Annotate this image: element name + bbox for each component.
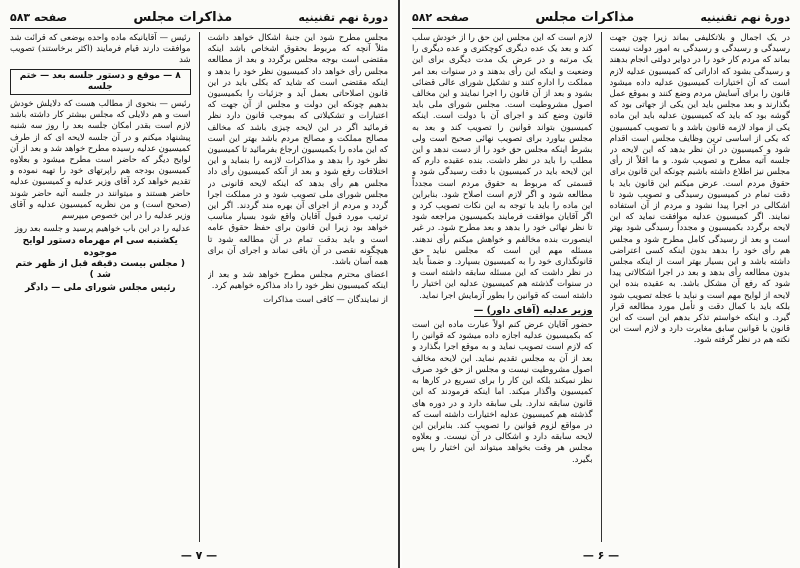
agenda-line: یکشنبه سی ام مهرماه دستور لوایح موجوده xyxy=(22,236,178,258)
page-header xyxy=(412,6,790,29)
paragraph: لازم است که این مجلس این حق را از خودش سلب کند و بعد یک عده دیگری کوچکتری و عده دیگری را یک مرتبه و در عرض یک مدت دیگری برای این وضعیت و اینکه این رأی بدهند و در سنوات بعد امر مملکت را اداره کنند و تشکیل شورای عالی قضائی بشود و بعد از آن قانون را اجرا نمایند و این مخالف اصول مشروطیت است. مجلس شورای ملی باید قانون وضع کند و اجرای آن با دولت است. اینکه کمیسیون بتواند قوانین را تصویب کند و بعد به مجلس بیاورد برای تصویب نهائی صحیح است ولی بشرط اینکه مجلس حق خود را از دست ندهد و این مطلب را باید در نظر داشت. بنده عقیده دارم که این لایحه باید در کمیسیون با دقت رسیدگی شود و قسمتی که مربوط به حقوق مردم است مجدداً مطالعه شود و اگر لازم است اصلاح شود. بنابراین این ماده را باید با توجه به این نکات تصویب کرد و اگر آقایان موافقت فرمایند بکمیسیون مراجعه شود تا نظر نهائی خود را بدهد و بعد مطرح شود. در غیر اینصورت بنده مخالفم و خواهش میکنم رأی ندهند. مسئله مهم این است که مجلس نباید حق قانونگذاری خود را به کمیسیون بسپارد. و ضمناً باید در نظر داشت که این مسئله سابقه داشته است و در سنوات گذشته هم کمیسیون عدلیه این اختیار را داشته است که قوانین را بطور آزمایش اجرا نماید. xyxy=(412,32,593,300)
page-header xyxy=(10,6,388,29)
paragraph: عدلیه را در این باب خواهیم پرسید و جلسه بعد روز xyxy=(14,223,191,234)
signature-line: رئیس مجلس شورای ملی — دادگر xyxy=(24,283,176,294)
paragraph: حضور آقایان عرض کنم اولاً عبارت ماده این است که بکمیسیون عدلیه اجازه داده میشود که قوانین را که لازم است تصویب نماید و به موقع اجرا بگذارد و بعد از آن به مجلس تقدیم نماید. این لایحه مخالف اصول مشروطیت نیست و مجلس از حق خود صرف نظر نمیکند بلکه این کار را برای تسریع در کارها به کمیسیون واگذار میکند. اما اینکه فرمودند که این قانون سابقه ندارد. بلی سابقه دارد و در دوره های گذشته هم کمیسیون عدلیه اختیارات داشته است که در مواقع لزوم قوانین را تصویب کند. بنابراین این لایحه سابقه دارد و اشکالی در آن نیست. و بعلاوه مجلس هر وقت بخواهد میتواند این اختیار را پس بگیرد. xyxy=(412,319,593,464)
page-footer-number: — ۷ — xyxy=(180,549,218,562)
header-title: مذاکرات مجلس xyxy=(535,9,635,25)
header-period: دورهٔ نهم تقنینیه xyxy=(298,10,388,24)
header-page-number: صفحه ۵۸۳ xyxy=(10,10,68,24)
text-columns xyxy=(10,32,388,542)
text-columns xyxy=(412,32,790,542)
column-right xyxy=(610,32,791,542)
page-footer-number: — ۶ — xyxy=(582,549,620,562)
paragraph: در یک اجمال و بلاتکلیفی بماند زیرا چون جهت رسیدگی و رسیدگی و رسیدگی به امور دولت نیست بماند که مردم کار خود را در دوایر دولتی انجام بدهند و رسیدگی بشود که اداراتی که کمیسیون عدلیه لازم است که آن اختیارات کمیسیون عدلیه داده میشود قانون را برای آسایش مردم وضع کنند و بموقع عمل بگذارند و بعد مجلس باید این یکی از جهاتی بود که گوشه بود که باید که کمیسیون عدلیه باید این ماده یکی از مواد لازمه قانون باشد و با تصویب کمیسیون که یکی از اساسی ترین وظایف مجلس است اقدام شود و کمیسیون در آن نظر بدهد که این لایحه در جلسه آتیه مطرح و تصویب شود. و ما اقلاً از رأی مجلس نیز اطلاع داشته باشیم چونکه این قانون برای حقوق مردم است. عرض میکنم این قانون باید با دقت تمام در کمیسیون رسیدگی و تصویب شود تا اشکالی در اجرا پیدا نشود و مردم از آن استفاده نمایند. اگر کمیسیون عدلیه موافقت نماید که این لایحه برگردد بکمیسیون و مجدداً رسیدگی شود بهتر است و بعد از رسیدگی کامل مطرح شود و مجلس هم رأی خود را بدهد بدون اینکه کسی اعتراضی داشته باشد و این بسیار بهتر است از اینکه مجلس بدون مطالعه رأی بدهد و بعد در اجرا اشکالاتی پیدا شود که رفع آن مشکل باشد. به عقیده بنده این لایحه از لوایح مهم است و نباید با عجله تصویب شود بلکه باید با کمال دقت و تأمل مورد مطالعه قرار گیرد. و اینکه خواستم تذکر بدهم این است که این قانون با قوانین سابق مغایرت دارد و لازم است این نکته هم در نظر گرفته شود. xyxy=(609,32,790,345)
column-right xyxy=(208,32,389,542)
column-left xyxy=(412,32,593,542)
column-left xyxy=(10,32,191,542)
page-582 xyxy=(402,0,800,568)
column-divider xyxy=(601,32,602,542)
header-title: مذاکرات مجلس xyxy=(133,9,233,25)
paragraph: اعضای محترم مجلس مطرح خواهد شد و بعد از اینکه کمیسیون نظر خود را داد مذاکره خواهیم کرد. xyxy=(207,269,388,291)
speaker-paragraph: رئیس — آقایانیکه ماده واحده بوضعی که قرائت شد موافقت دارند قیام فرمایند (اکثر برخاستند) تصویب شد xyxy=(10,32,191,65)
column-divider xyxy=(199,32,200,542)
speaker-heading: وزیر عدلیه (آقای داور) — xyxy=(473,304,593,316)
header-period: دورهٔ نهم تقنینیه xyxy=(700,10,790,24)
session-closed-line: ( مجلس بیست دقیقه قبل از ظهر ختم شد ) xyxy=(15,258,185,281)
paragraph: از نمایندگان — کافی است مذاکرات xyxy=(263,293,388,304)
section-heading: ۸ — موقع و دستور جلسه بعد — ختم جلسه xyxy=(10,69,191,95)
header-page-number: صفحه ۵۸۲ xyxy=(412,10,470,24)
speaker-paragraph: رئیس — بنحوی از مطالب هست که دلایلش خودش است و هم دلایلی که مجلس بیشتر کار داشته باشد لازم است بقدر امکان جلسه بعد را روز سه شنبه پیشنهاد میکنم و در آن جلسه لایحه ای که از طرف کمیسیون عدلیه رسیده مطرح خواهد شد و بعد از آن لوایح دیگر که حاضر است مطرح میشود و بعلاوه کمیسیون بودجه هم راپرتهای خود را تهیه نموده و تقدیم خواهد کرد آقای وزیر عدلیه و کمیسیون عدلیه حاضر هستند و میتوانند در جلسه آتیه حاضر شوند (صحیح است) و من نظریه کمیسیون عدلیه و آقای وزیر عدلیه را در این خصوص میپرسم xyxy=(10,98,191,221)
paragraph: مجلس مطرح شود این جنبهٔ اشکال خواهد داشت مثلاً آنچه که مربوط بحقوق اشخاص باشد اینکه مقتضی است بوجه مجلس برگردد و بعد از مطالعه مجلس رأی خواهد داد کمیسیون نظر خود را بدهد و اینکه مقتضی است که شاید که بکلی باید در این قانون اصلاحاتی بعمل آید و جزئیات را بکمیسیون بدهیم چونکه این دولت و مجلس از آن جهت که اعتبارات و تشکیلاتی که بموجب قانون دارد نظر فرمائید اگر در این لایحه چیزی باشد که مخالف مصالح مملکت و مصالح مردم باشد بهتر این است که این ماده را بکمیسیون ارجاع بفرمائید تا کمیسیون نظر خود را بدهد و مذاکرات لازمه را بنماید و این اختلافات رفع شود و بعد از آنکه کمیسیون رأی داد مجلس هم رأی بدهد که اینکه لایحه قانونی در مجلس شورای ملی تصویب شود و در مملکت اجرا گردد و مردم از اجرای آن بهره مند گردند. اگر این ترتیب مورد قبول آقایان واقع شود بسیار مناسب خواهد بود زیرا این قانون برای حفظ حقوق عامه است و باید بدقت تمام در آن مطالعه شود تا هیچگونه نقصی در آن باقی نماند و اجرای آن برای همه آسان باشد. xyxy=(207,32,388,267)
